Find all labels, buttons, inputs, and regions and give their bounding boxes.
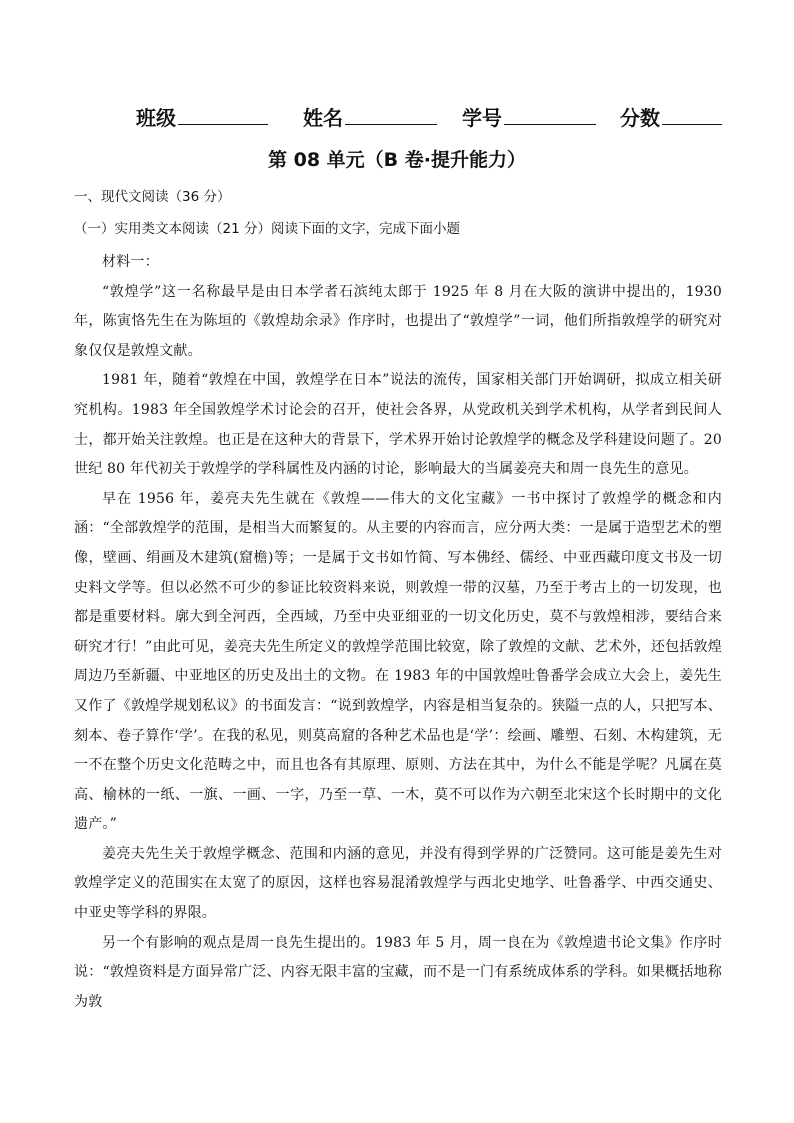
student-id-label: 学号: [462, 106, 502, 130]
score-blank[interactable]: [662, 104, 722, 125]
class-field[interactable]: [136, 104, 268, 132]
section-heading: 一、现代文阅读（36 分）: [74, 189, 231, 205]
subsection-heading: （一）实用类文本阅读（21 分）阅读下面的文字，完成下面小题: [74, 221, 460, 237]
paragraph-1: “敦煌学”这一名称最早是由日本学者石滨纯太郎于 1925 年 8 月在大阪的演讲中提出的，1930 年，陈寅恪先生在为陈垣的《敦煌劫余录》作序时，也提出了“敦煌学”一词，他们所指敦煌学的研究对象仅仅是敦煌文献。: [74, 283, 722, 359]
score-label: 分数: [620, 106, 660, 130]
name-field[interactable]: [303, 104, 437, 132]
paragraph-2: 1981 年，随着“敦煌在中国，敦煌学在日本”说法的流传，国家相关部门开始调研，拟成立相关研究机构。1983 年全国敦煌学术讨论会的召开，使社会各界，从党政机关到学术机构，从学者到民间人士，都开始关注敦煌。也正是在这种大的背景下，学术界开始讨论敦煌学的概念及学科建设问题了。20 世纪 80 年代初关于敦煌学的学科属性及内涵的讨论，影响最大的当属姜亮夫和周一良先生的意见。: [74, 372, 722, 478]
page-title: 第 08 单元（B 卷·提升能力）: [268, 149, 526, 171]
paragraph-5: 另一个有影响的观点是周一良先生提出的。1983 年 5 月，周一良在为《敦煌遗书论文集》作序时说：“敦煌资料是方面异常广泛、内容无限丰富的宝藏，而不是一门有系统成体系的学科。如果概括地称为敦: [74, 934, 722, 1010]
paragraph-4: 姜亮夫先生关于敦煌学概念、范围和内涵的意见，并没有得到学界的广泛赞同。这可能是姜先生对敦煌学定义的范围实在太宽了的原因，这样也容易混淆敦煌学与西北史地学、吐鲁番学、中西交通史、中亚史等学科的界限。: [74, 845, 722, 922]
paragraph-3: 早在 1956 年，姜亮夫先生就在《敦煌——伟大的文化宝藏》一书中探讨了敦煌学的概念和内涵：“全部敦煌学的范围，是相当大而繁复的。从主要的内容而言，应分两大类：一是属于造型艺术的塑像，壁画、绢画及木建筑(窟檐)等；一是属于文书如竹简、写本佛经、儒经、中亚西藏印度文书及一切史料文学等。但以必然不可少的参证比较资料来说，则敦煌一带的汉墓，乃至于考古上的一切发现，也都是重要材料。廓大到全河西，全西域，乃至中央亚细亚的一切文化历史，莫不与敦煌相涉，要结合来研究才行！”由此可见，姜亮夫先生所定义的敦煌学范围比较宽，除了敦煌的文献、艺术外，还包括敦煌周边乃至新疆、中亚地区的历史及出土的文物。在 1983 年的中国敦煌吐鲁番学会成立大会上，姜先生又作了《敦煌学规划私议》的书面发言：“说到敦煌学，内容是相当复杂的。狭隘一点的人，只把写本、刻本、卷子算作‘学’。在我的私见，则莫高窟的各种艺术品也是‘学’：绘画、雕塑、石刻、木构建筑，无一不在整个历史文化范畴之中，而且也各有其原理、原则、方法在其中，为什么不能是学呢？凡属在莫高、榆林的一纸、一旗、一画、一字，乃至一草、一木，莫不可以作为六朝至北宋这个长时期中的文化遗产。”: [74, 490, 722, 833]
reading-passage: [74, 248, 722, 1017]
class-label: 班级: [136, 106, 176, 130]
material-label: 材料一：: [102, 254, 159, 270]
student-id-blank[interactable]: [504, 104, 596, 125]
class-blank[interactable]: [178, 104, 268, 125]
name-blank[interactable]: [345, 104, 437, 125]
student-info-row: [0, 104, 794, 134]
score-field[interactable]: [620, 104, 722, 132]
student-id-field[interactable]: [462, 104, 596, 132]
name-label: 姓名: [303, 106, 343, 130]
